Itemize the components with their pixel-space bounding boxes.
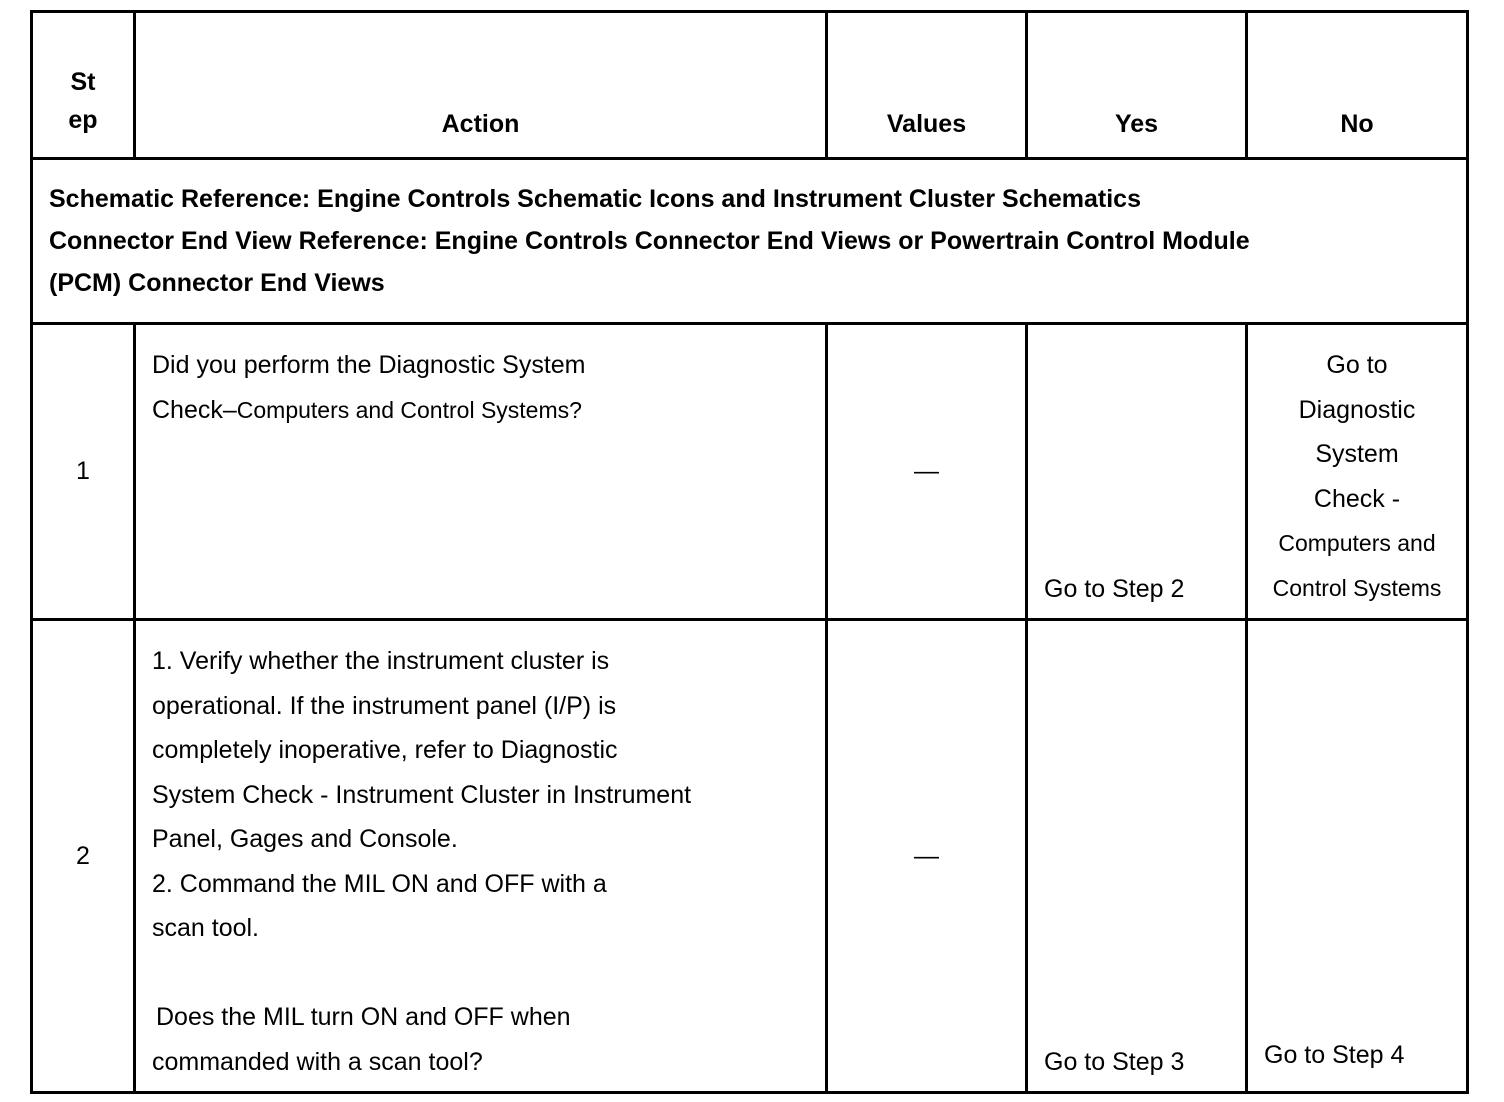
action-cell bbox=[135, 324, 827, 620]
header-values: Values bbox=[827, 12, 1027, 159]
action-text-small: Computers and Control Systems? bbox=[236, 396, 582, 423]
header-action: Action bbox=[135, 12, 827, 159]
action-cell bbox=[135, 620, 827, 1093]
header-step-line2: ep bbox=[68, 106, 98, 134]
action-line: System Check - Instrument Cluster in Instrument bbox=[152, 780, 692, 809]
step-number: 2 bbox=[32, 620, 135, 1093]
yes-cell: Go to Step 2 bbox=[1027, 324, 1247, 620]
no-line: Computers and bbox=[1278, 530, 1436, 556]
header-step-line1: St bbox=[70, 68, 96, 96]
action-line bbox=[152, 388, 809, 433]
action-line: Did you perform the Diagnostic System bbox=[152, 351, 586, 379]
schematic-reference: Schematic Reference: Engine Controls Schematic Icons and Instrument Cluster Schematics bbox=[49, 185, 1141, 213]
action-text: Check– bbox=[152, 395, 237, 424]
action-line: Panel, Gages and Console. bbox=[152, 825, 458, 853]
action-line: operational. If the instrument panel (I/P) is bbox=[152, 691, 617, 720]
header-row bbox=[32, 12, 1468, 159]
connector-reference-line2: (PCM) Connector End Views bbox=[49, 269, 385, 297]
no-line: Check - bbox=[1313, 484, 1401, 513]
header-step bbox=[32, 12, 135, 159]
no-line: System bbox=[1315, 440, 1399, 468]
action-line: completely inoperative, refer to Diagnostic bbox=[152, 736, 618, 764]
no-line: Diagnostic bbox=[1298, 395, 1416, 424]
table-row bbox=[32, 324, 1468, 620]
table-row bbox=[32, 620, 1468, 1093]
action-line-spacer bbox=[152, 951, 809, 996]
no-cell bbox=[1247, 324, 1468, 620]
action-line: Does the MIL turn ON and OFF when bbox=[156, 1003, 571, 1031]
values-cell: — bbox=[827, 324, 1027, 620]
diagnostic-table bbox=[30, 10, 1469, 1094]
no-line: Go to bbox=[1326, 351, 1388, 379]
action-line: 1. Verify whether the instrument cluster is bbox=[152, 647, 610, 675]
header-yes: Yes bbox=[1027, 12, 1247, 159]
values-cell: — bbox=[827, 620, 1027, 1093]
no-cell: Go to Step 4 bbox=[1247, 620, 1468, 1093]
step-number: 1 bbox=[32, 324, 135, 620]
header-no: No bbox=[1247, 12, 1468, 159]
action-line: scan tool. bbox=[152, 914, 260, 942]
reference-row bbox=[32, 159, 1468, 324]
action-line: commanded with a scan tool? bbox=[152, 1047, 483, 1076]
yes-cell: Go to Step 3 bbox=[1027, 620, 1247, 1093]
connector-reference-line1: Connector End View Reference: Engine Controls Connector End Views or Powertrain Control Module bbox=[49, 227, 1250, 255]
reference-cell bbox=[32, 159, 1468, 324]
action-line: 2. Command the MIL ON and OFF with a bbox=[152, 869, 607, 898]
no-line: Control Systems bbox=[1272, 574, 1442, 601]
